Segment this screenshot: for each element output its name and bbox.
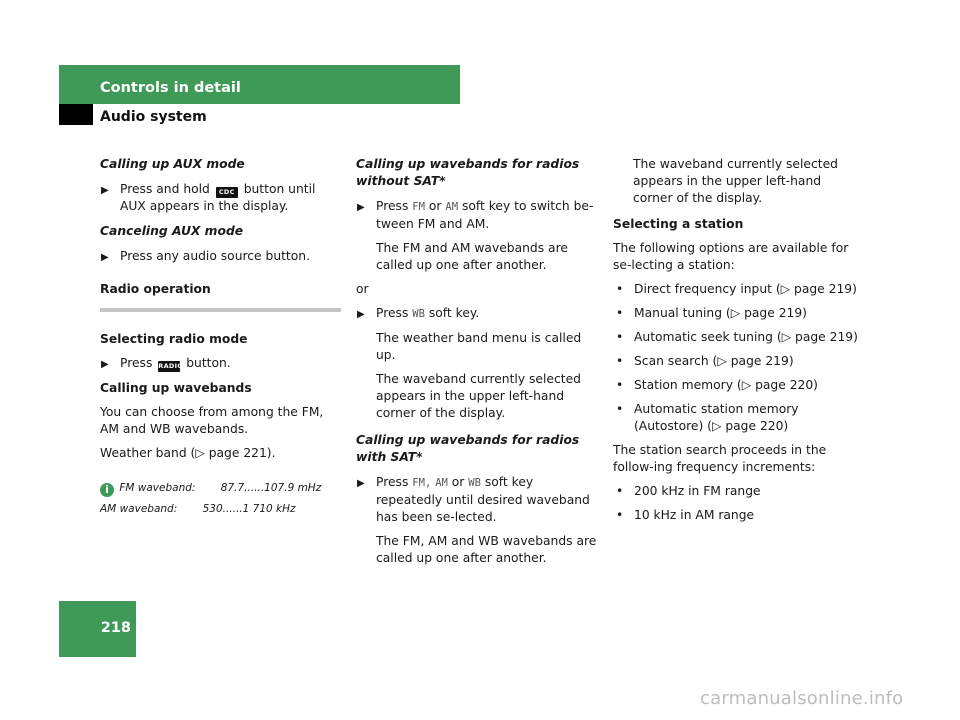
- station-option: [613, 377, 863, 394]
- station-option: [613, 329, 863, 346]
- subsection-title: Audio system: [100, 109, 207, 125]
- aux-step: [100, 181, 341, 215]
- fm-softkey: FM,: [412, 477, 432, 489]
- sat-step: [356, 474, 598, 526]
- wave-heading: Calling up wavebands: [100, 381, 252, 395]
- select-step-text-b: button.: [186, 356, 231, 370]
- station-heading: Selecting a station: [613, 217, 744, 231]
- bullet-icon: •: [616, 282, 624, 296]
- station-option-text: Automatic seek tuning (▷ page 219): [634, 330, 858, 344]
- section-title: Controls in detail: [100, 80, 241, 96]
- note-fm-value: 87.7......107.9 mHz: [220, 482, 322, 494]
- info-note-am: [100, 503, 296, 515]
- arrow-icon: ▶: [357, 309, 365, 320]
- bullet-icon: •: [616, 306, 624, 320]
- aux-step-text-a: Press and hold: [120, 182, 210, 196]
- note-am-value: 530......1 710 kHz: [202, 503, 296, 515]
- watermark: carmanualsonline.info: [700, 688, 904, 709]
- bullet-icon: •: [616, 378, 624, 392]
- with-sat-heading: Calling up wavebands for radios with SAT*: [356, 433, 580, 464]
- cancel-heading: Canceling AUX mode: [100, 224, 244, 238]
- aux-step-text-b: button until AUX appears in the display.: [120, 182, 316, 213]
- station-option: [613, 401, 863, 435]
- middle-column: [356, 156, 598, 567]
- info-icon: i: [100, 483, 114, 497]
- station-option-text: Manual tuning (▷ page 219): [634, 306, 807, 320]
- fm-softkey: FM: [412, 201, 425, 213]
- increments-list: [613, 483, 863, 524]
- radio-button-icon: RADIO: [158, 362, 184, 370]
- arrow-icon: ▶: [357, 478, 365, 489]
- arrow-icon: ▶: [101, 252, 109, 263]
- step-text: soft key repeatedly until desired waveband has been se-lected.: [376, 475, 590, 524]
- section-rule: [100, 308, 341, 312]
- increment-item-text: 10 kHz in AM range: [634, 508, 755, 522]
- step-press: Press: [376, 199, 409, 213]
- sat-result: The FM, AM and WB wavebands are called up one after another.: [376, 534, 597, 565]
- station-option-text: Scan search (▷ page 219): [634, 354, 794, 368]
- info-note-fm: [100, 482, 321, 497]
- station-options-list: [613, 281, 863, 435]
- increment-item-text: 200 kHz in FM range: [634, 484, 761, 498]
- without-sat-heading: Calling up wavebands for radios without SAT*: [356, 157, 580, 188]
- cancel-step-text: Press any audio source button.: [120, 249, 310, 263]
- or-text: or: [356, 282, 369, 296]
- station-intro: The following options are available for se-lecting a station:: [613, 241, 849, 272]
- left-column-lower: [100, 331, 341, 462]
- waveband-continued: The waveband currently selected appears in the upper left-hand corner of the display.: [633, 157, 838, 205]
- station-option-text: Automatic station memory (Autostore) (▷ page 220): [634, 402, 799, 433]
- wave-text: You can choose from among the FM, AM and WB wavebands.: [100, 405, 324, 436]
- station-option-text: Direct frequency input (▷ page 219): [634, 282, 857, 296]
- weather-text: Weather band (▷ page 221).: [100, 446, 276, 460]
- fm-am-result: The FM and AM wavebands are called up one after another.: [376, 241, 568, 272]
- station-option: [613, 305, 863, 322]
- am-softkey: AM: [445, 201, 459, 213]
- wb-step: [356, 305, 598, 323]
- aux-heading: Calling up AUX mode: [100, 157, 245, 171]
- note-am-label: AM waveband:: [100, 503, 178, 515]
- wb-softkey: WB: [412, 308, 425, 320]
- step-press: Press: [376, 475, 409, 489]
- bullet-icon: •: [616, 508, 624, 522]
- arrow-icon: ▶: [357, 202, 365, 213]
- increment-item: [613, 507, 863, 524]
- step-or: or: [451, 475, 465, 489]
- step-or: or: [428, 199, 442, 213]
- cdc-button-icon: CDC: [216, 187, 238, 198]
- right-column: [613, 156, 863, 524]
- cancel-step: [100, 248, 341, 265]
- bullet-icon: •: [616, 330, 624, 344]
- station-option: [613, 281, 863, 298]
- bullet-icon: •: [616, 484, 624, 498]
- arrow-icon: ▶: [101, 185, 109, 196]
- am-softkey: AM: [435, 477, 448, 489]
- station-option: [613, 353, 863, 370]
- step-text: soft key.: [428, 306, 480, 320]
- note-fm-label: FM waveband:: [119, 482, 196, 494]
- fm-am-step: [356, 198, 598, 233]
- page-number: 218: [100, 620, 131, 636]
- left-column: [100, 156, 341, 298]
- header-marker: [59, 104, 93, 125]
- wb-softkey: WB: [468, 477, 481, 489]
- station-option-text: Station memory (▷ page 220): [634, 378, 818, 392]
- increments-intro: The station search proceeds in the follow-ing frequency increments:: [613, 443, 827, 474]
- wb-result-1: The weather band menu is called up.: [376, 331, 582, 362]
- wb-result-2: The waveband currently selected appears in the upper left-hand corner of the display.: [376, 372, 581, 420]
- arrow-icon: ▶: [101, 359, 109, 370]
- select-heading: Selecting radio mode: [100, 332, 248, 346]
- increment-item: [613, 483, 863, 500]
- bullet-icon: •: [616, 354, 624, 368]
- bullet-icon: •: [616, 402, 624, 416]
- select-step-text-a: Press: [120, 356, 153, 370]
- select-step: [100, 355, 341, 372]
- step-text: soft key to switch be-tween FM and AM.: [376, 199, 594, 231]
- radio-heading: Radio operation: [100, 282, 211, 296]
- step-press: Press: [376, 306, 409, 320]
